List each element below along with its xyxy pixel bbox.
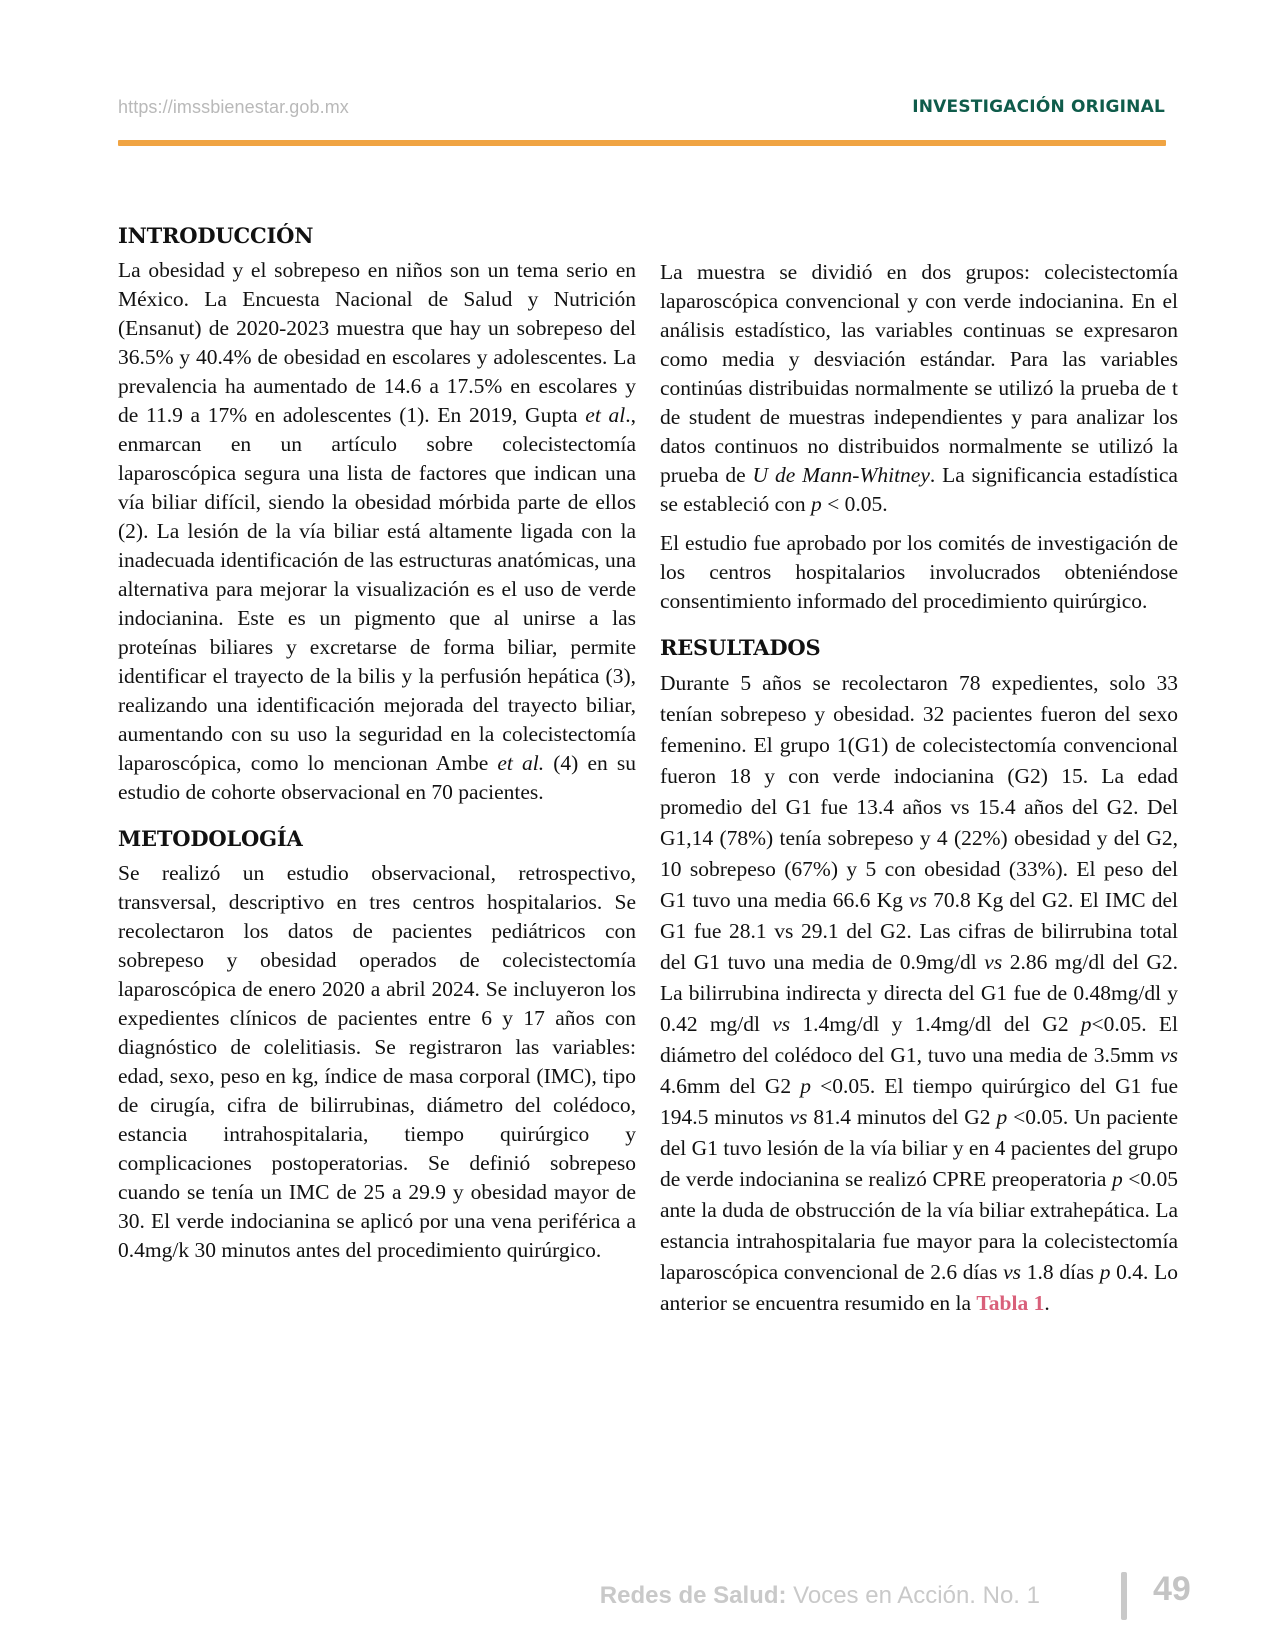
- results-italic: vs: [984, 950, 1003, 974]
- left-column: [118, 222, 636, 1265]
- results-paragraph: [660, 668, 1178, 1319]
- results-text: <0.05 ante la duda de obstrucción de la vía biliar extrahepática. La estancia intrahospitalaria fue mayor para la colecistectomía laparoscópica convencional de 2.6 días: [660, 1167, 1178, 1284]
- section-label: INVESTIGACIÓN ORIGINAL: [912, 97, 1165, 117]
- results-text: 81.4 minutos del G2: [807, 1105, 997, 1129]
- method-p2-p: p: [811, 492, 822, 516]
- header-url: https://imssbienestar.gob.mx: [118, 97, 349, 117]
- results-italic: vs: [772, 1012, 791, 1036]
- results-text: 70.8 Kg del G2. El IMC del G1 fue 28.1 vs 29.1 del G2. Las cifras de bilirrubina total del G1 tuvo una media de 0.9mg/dl: [660, 888, 1178, 974]
- results-italic: vs: [909, 888, 927, 912]
- intro-text-b: ., enmarcan en un artículo sobre colecistectomía laparoscópica segura una lista de factores que indican una vía biliar difícil, siendo la obesidad mórbida parte de ellos (2). La lesión de la vía biliar está altamente ligada con la inadecuada identificación de las estructuras anatómicas, una alternativa para mejorar la visualización es el uso de verde indocianina. Este es un pigmento que al unirse a las proteínas biliares y excretarse de forma biliar, permite identificar el trayecto de la bilis y la perfusión hepática (3), realizando una identificación mejorada del trayecto biliar, aumentando con su uso la seguridad en la colecistectomía laparoscópica, como lo mencionan Ambe: [118, 403, 636, 775]
- footer-divider: [1121, 1572, 1127, 1620]
- footer-journal-rest: Voces en Acción. No. 1: [786, 1582, 1040, 1609]
- results-text: .: [1044, 1291, 1050, 1315]
- intro-text-a: La obesidad y el sobrepeso en niños son un tema serio en México. La Encuesta Nacional de Salud y Nutrición (Ensanut) de 2020-2023 muestra que hay un sobrepeso del 36.5% y 40.4% de obesidad en escolares y adolescentes. La prevalencia ha aumentado de 14.6 a 17.5% en escolares y de 11.9 a 17% en adolescentes (1). En 2019, Gupta: [118, 258, 636, 427]
- results-text: 1.4mg/dl y 1.4mg/dl del G2: [790, 1012, 1081, 1036]
- intro-etal-2: et al.: [497, 751, 545, 775]
- results-italic: vs: [1003, 1260, 1022, 1284]
- intro-etal-1: et al: [585, 403, 626, 427]
- table-1-link[interactable]: Tabla 1: [976, 1291, 1045, 1315]
- results-text: 4.6mm del G2: [660, 1074, 801, 1098]
- intro-text-c: (4) en su estudio de cohorte observacional en 70 pacientes.: [118, 751, 637, 804]
- page-number: 49: [1153, 1570, 1191, 1608]
- results-text: Durante 5 años se recolectaron 78 expedientes, solo 33 tenían sobrepeso y obesidad. 32 pacientes fueron del sexo femenino. El grupo 1(G1) de colecistectomía convencional fueron 18 y con verde indocianina (G2) 15. La edad promedio del G1 fue 13.4 años vs 15.4 años del G2. Del G1,14 (78%) tenía sobrepeso y 4 (22%) obesidad y del G2, 10 sobrepeso (67%) y 5 con obesidad (33%). El peso del G1 tuvo una media 66.6 Kg: [660, 671, 1178, 912]
- method-paragraph-2: [660, 258, 1178, 519]
- results-italic: p: [1099, 1260, 1111, 1284]
- results-text: <0.05. El tiempo quirúrgico del G1 fue 194.5 minutos: [660, 1074, 1178, 1129]
- footer-journal: [600, 1582, 1040, 1610]
- results-text: 1.8 días: [1021, 1260, 1100, 1284]
- results-text: 2.86 mg/dl del G2. La bilirrubina indirecta y directa del G1 fue de 0.48mg/dl y 0.42 mg/dl: [660, 950, 1178, 1036]
- results-italic: p: [1080, 1012, 1092, 1036]
- results-italic: vs: [789, 1105, 808, 1129]
- method-paragraph-3: El estudio fue aprobado por los comités de investigación de los centros hospitalarios involucrados obteniéndose consentimiento informado del procedimiento quirúrgico.: [660, 531, 1178, 613]
- right-column: [660, 258, 1178, 1319]
- method-p2-test: U de Mann-Whitney: [752, 463, 930, 487]
- method-p2-text-a: La muestra se dividió en dos grupos: colecistectomía laparoscópica convencional y con verde indocianina. En el análisis estadístico, las variables continuas se expresaron como media y desviación estándar. Para las variables continúas distribuidas normalmente se utilizó la prueba de t de student de muestras independientes y para analizar los datos continuos no distribuidos normalmente se utilizó la prueba de: [660, 260, 1178, 487]
- intro-paragraph: [118, 256, 636, 807]
- results-italic: p: [1111, 1167, 1123, 1191]
- results-italic: p: [996, 1105, 1008, 1129]
- method-paragraph-1: Se realizó un estudio observacional, retrospectivo, transversal, descriptivo en tres centros hospitalarios. Se recolectaron los datos de pacientes pediátricos con sobrepeso y obesidad operados de colecistectomía laparoscópica de enero 2020 a abril 2024. Se incluyeron los expedientes clínicos de pacientes entre 6 y 17 años con diagnóstico de colelitiasis. Se registraron las variables: edad, sexo, peso en kg, índice de masa corporal (IMC), tipo de cirugía, cifra de bilirrubinas, diámetro del colédoco, estancia intrahospitalaria, tiempo quirúrgico y complicaciones postoperatorias. Se definió sobrepeso cuando se tenía un IMC de 25 a 29.9 y obesidad mayor de 30. El verde indocianina se aplicó por una vena periférica a 0.4mg/k 30 minutos antes del procedimiento quirúrgico.: [118, 861, 636, 1262]
- results-italic: vs: [1160, 1043, 1178, 1067]
- results-text: <0.05. Un paciente del G1 tuvo lesión de la vía biliar y en 4 pacientes del grupo de verde indocianina se realizó CPRE preoperatoria: [660, 1105, 1178, 1191]
- results-text: <0.05. El diámetro del colédoco del G1, tuvo una media de 3.5mm: [660, 1012, 1178, 1067]
- footer-journal-bold: Redes de Salud:: [599, 1582, 787, 1609]
- method-heading: METODOLOGÍA: [118, 826, 303, 851]
- results-heading: RESULTADOS: [660, 635, 821, 660]
- method-p2-text-b: . La significancia estadística se estableció con: [660, 463, 1178, 516]
- results-italic: p: [800, 1074, 811, 1098]
- intro-heading: INTRODUCCIÓN: [118, 223, 314, 248]
- method-p2-text-c: < 0.05.: [821, 492, 888, 516]
- header-divider: [118, 140, 1166, 146]
- results-text: 0.4. Lo anterior se encuentra resumido en la: [660, 1260, 1178, 1315]
